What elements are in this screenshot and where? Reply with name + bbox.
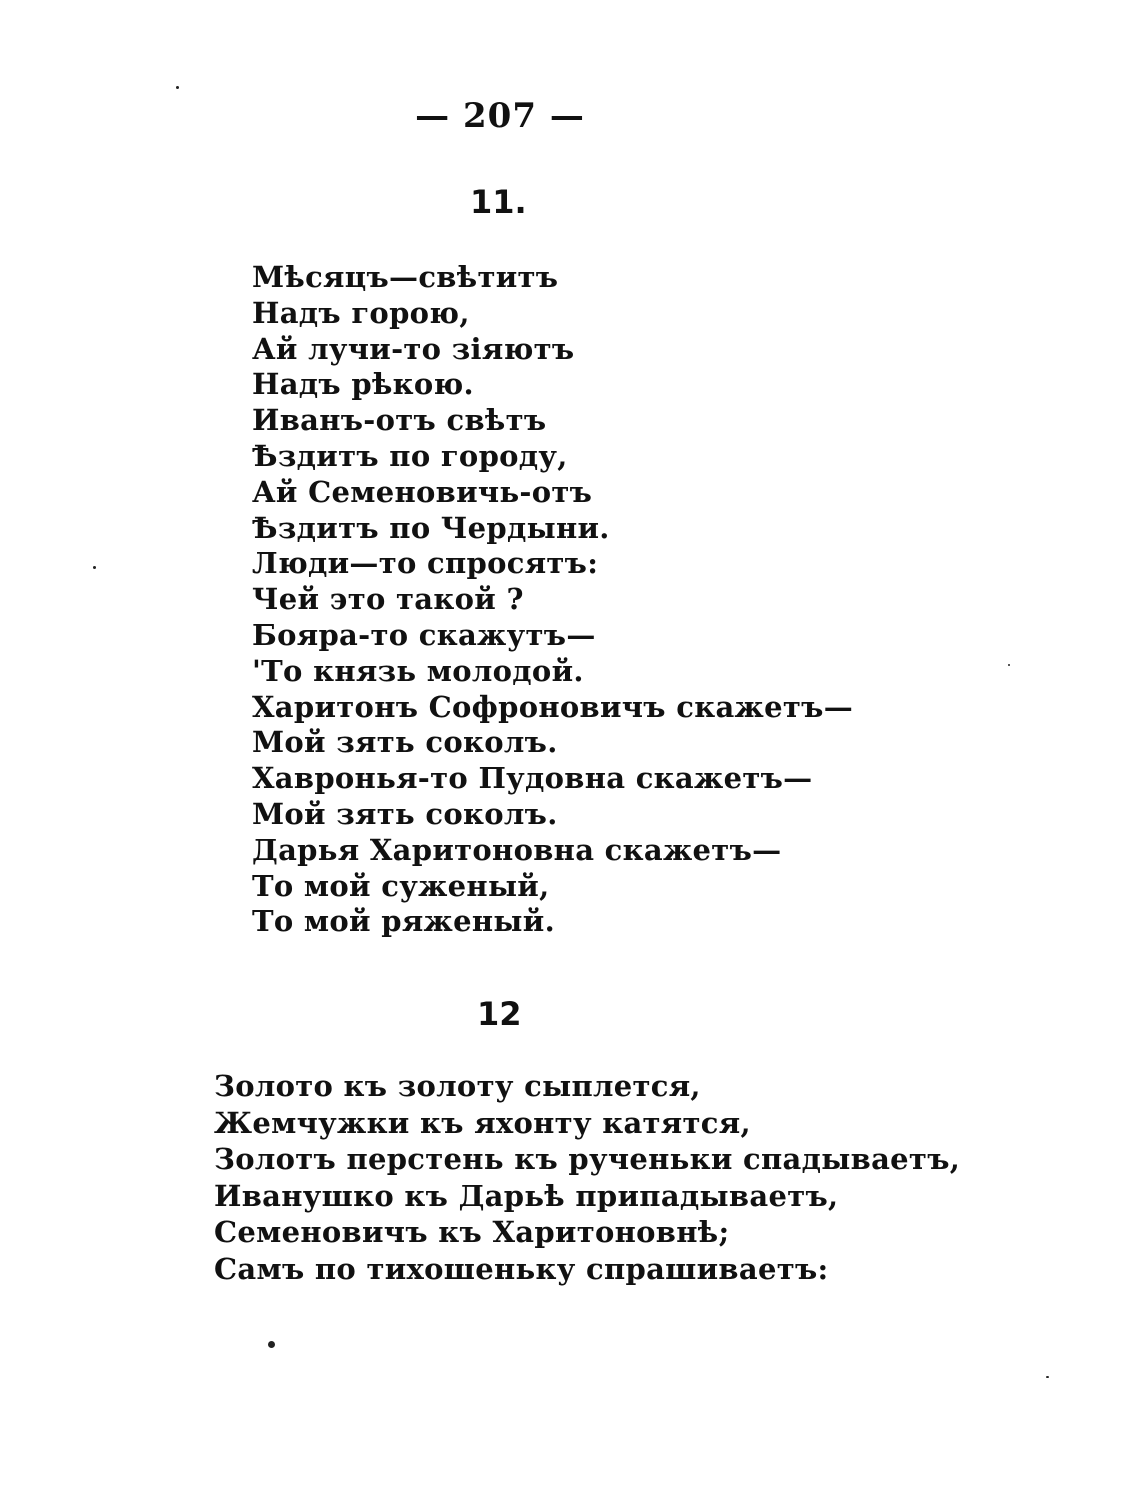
poem-12-verse	[214, 1068, 960, 1288]
verse-line: Иванъ-отъ свѣтъ	[252, 403, 547, 438]
verse-line: Мой зять соколъ.	[252, 725, 558, 760]
verse-line: Бояра-то скажутъ—	[252, 617, 596, 652]
verse-line: То мой ряженый.	[252, 904, 555, 939]
verse-line: 'То князь молодой.	[252, 653, 584, 688]
verse-line: Мѣсяцъ—свѣтитъ	[252, 260, 559, 294]
verse-line: Иванушко къ Дарьѣ припадываетъ,	[214, 1178, 839, 1213]
print-speck	[176, 86, 179, 89]
poem-number-12: 12	[477, 995, 522, 1033]
print-speck	[1008, 664, 1010, 666]
verse-line: То мой суженый,	[252, 868, 550, 903]
print-speck	[93, 566, 96, 569]
verse-line: Дарья Харитоновна скажетъ—	[252, 832, 782, 867]
verse-line: Ай лучи-то зіяютъ	[252, 331, 575, 366]
poem-number-11: 11.	[470, 183, 527, 221]
verse-line: Ѣздитъ по Чердыни.	[252, 510, 610, 545]
page-number: — 207 —	[415, 96, 585, 136]
verse-line: Золото къ золоту сыплется,	[214, 1069, 701, 1103]
verse-line: Семеновичъ къ Харитоновнѣ;	[214, 1215, 730, 1250]
verse-line: Харитонъ Софроновичъ скажетъ—	[252, 689, 853, 724]
print-speck	[268, 1341, 275, 1348]
verse-line: Люди—то спросятъ:	[252, 546, 599, 581]
verse-line: Ѣздитъ по городу,	[252, 438, 568, 473]
verse-line: Жемчужки къ яхонту катятся,	[214, 1105, 751, 1140]
verse-line: Ай Семеновичь-отъ	[252, 474, 593, 509]
poem-11-verse	[252, 260, 853, 940]
print-speck	[1046, 1376, 1049, 1378]
verse-line: Золотъ перстень къ рученьки спадываетъ,	[214, 1142, 961, 1177]
verse-line: Самъ по тихошеньку спрашиваетъ:	[214, 1251, 829, 1286]
verse-line: Надъ рѣкою.	[252, 367, 474, 402]
verse-line: Хавронья-то Пудовна скажетъ—	[252, 761, 813, 796]
verse-line: Мой зять соколъ.	[252, 796, 558, 831]
verse-line: Чей это такой ?	[252, 582, 524, 617]
verse-line: Надъ горою,	[252, 295, 470, 330]
